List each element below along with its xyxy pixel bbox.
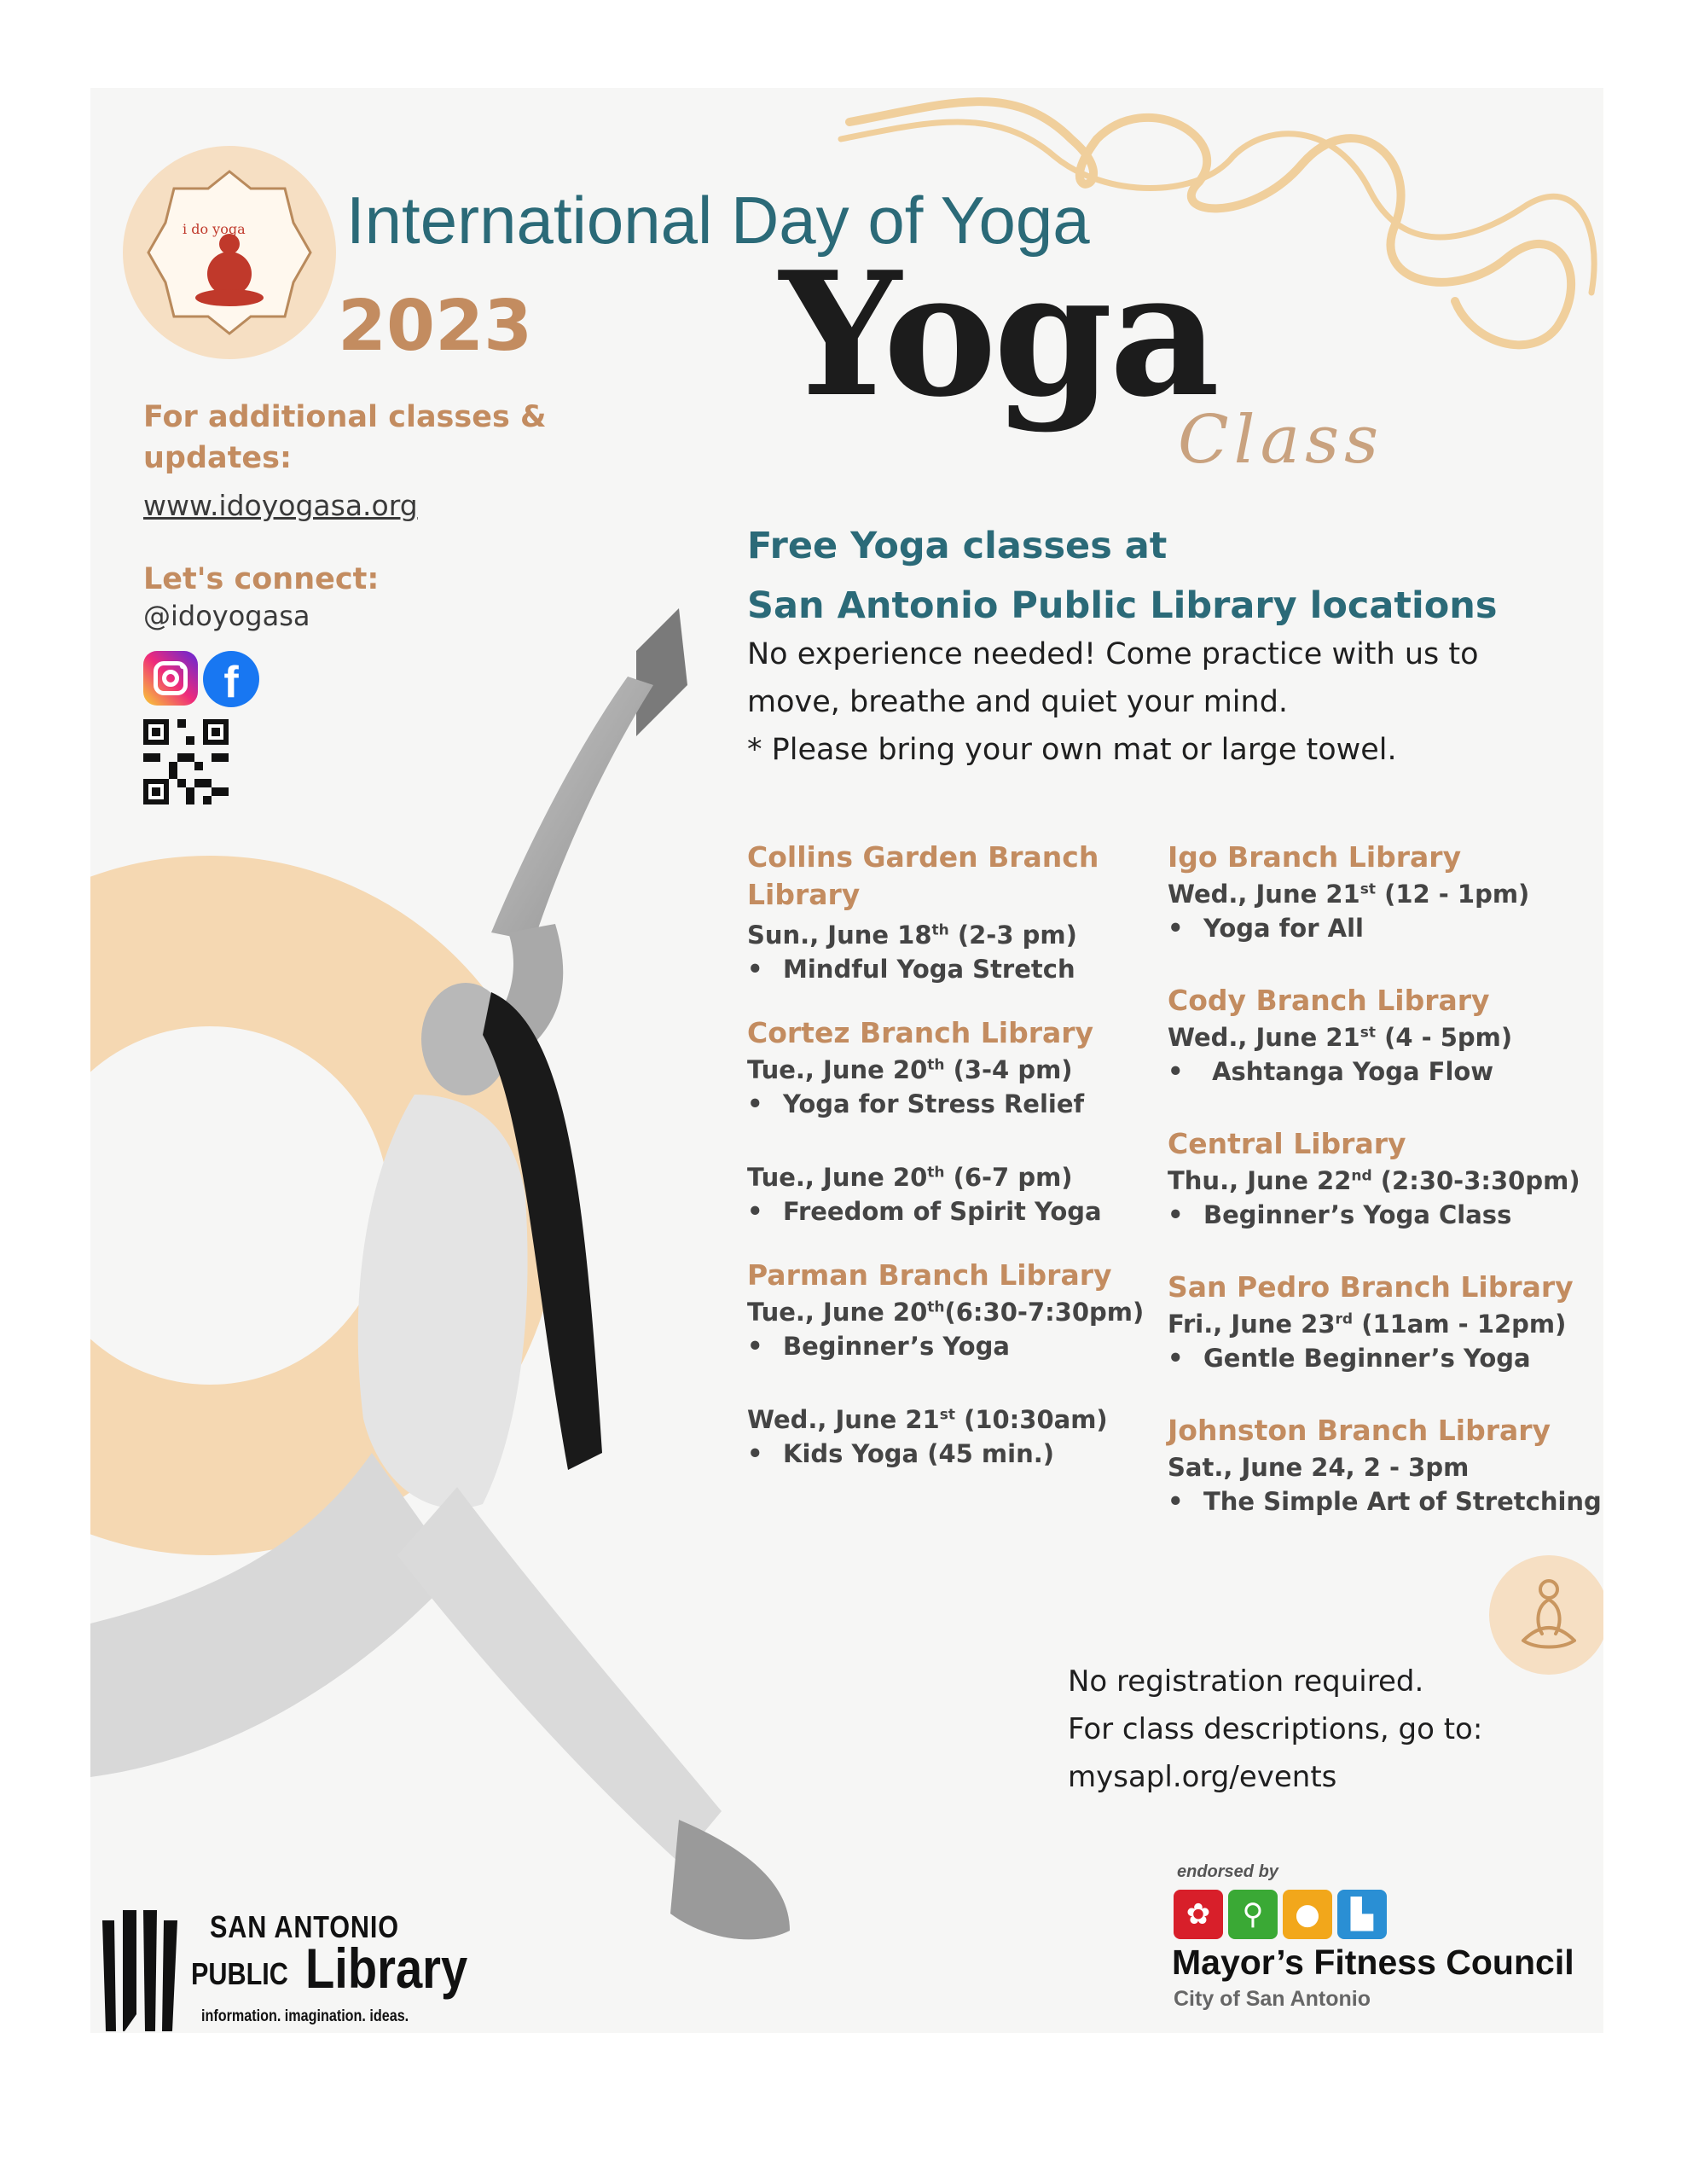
class-datetime: Fri., June 23rd (11am - 12pm)	[1168, 1310, 1567, 1339]
additional-classes-heading: For additional classes & updates:	[143, 400, 547, 475]
sapl-name-line1: SAN ANTONIO	[210, 1909, 399, 1944]
class-title: • The Simple Art of Stretching	[1168, 1487, 1602, 1516]
intro-text-line3: * Please bring your own mat or large towel.	[747, 733, 1397, 767]
class-datetime: Wed., June 21st (10:30am)	[747, 1405, 1108, 1434]
class-title: • Mindful Yoga Stretch	[747, 955, 1075, 984]
class-datetime: Wed., June 21st (4 - 5pm)	[1168, 1023, 1513, 1052]
facebook-icon[interactable]: f	[203, 651, 259, 707]
sapl-name-library: Library	[305, 1937, 468, 2000]
class-title: • Yoga for Stress Relief	[747, 1089, 1084, 1118]
sapl-tagline: information. imagination. ideas.	[201, 2007, 409, 2025]
branch-name: Cody Branch Library	[1168, 984, 1490, 1017]
poster	[90, 88, 1603, 2033]
branch-name-cont: Library	[747, 878, 861, 911]
class-title: • Beginner’s Yoga Class	[1168, 1200, 1511, 1229]
yoga-headline: Yoga	[780, 235, 1217, 435]
intro-heading-line1: Free Yoga classes at	[747, 525, 1168, 567]
events-link[interactable]: mysapl.org/events	[1068, 1760, 1337, 1794]
branch-name: San Pedro Branch Library	[1168, 1270, 1574, 1304]
sapl-logo-mark	[97, 1903, 183, 2033]
intro-text-line1: No experience needed! Come practice with us to	[747, 637, 1479, 671]
meditation-icon	[1489, 1555, 1603, 1675]
branch-name: Collins Garden Branch	[747, 840, 1099, 874]
instagram-icon[interactable]	[143, 651, 198, 706]
social-handle: @idoyogasa	[143, 600, 310, 632]
class-datetime: Wed., June 21st (12 - 1pm)	[1168, 880, 1530, 909]
class-datetime: Sun., June 18th (2-3 pm)	[747, 921, 1077, 950]
event-year: 2023	[338, 286, 533, 367]
connect-heading: Let's connect:	[143, 562, 380, 596]
endorsed-by-label: endorsed by	[1177, 1862, 1278, 1881]
mfc-name: Mayor’s Fitness Council	[1172, 1943, 1574, 1982]
apple-icon: ●	[1283, 1890, 1332, 1939]
branch-name: Igo Branch Library	[1168, 840, 1462, 874]
class-datetime: Sat., June 24, 2 - 3pm	[1168, 1453, 1470, 1482]
class-title: • Kids Yoga (45 min.)	[747, 1439, 1054, 1468]
class-datetime: Tue., June 20th(6:30-7:30pm)	[747, 1298, 1145, 1327]
descriptions-note: For class descriptions, go to:	[1068, 1712, 1483, 1746]
city-skyline-icon: ▙	[1337, 1890, 1387, 1939]
branch-name: Parman Branch Library	[747, 1258, 1112, 1292]
intro-heading-line2: San Antonio Public Library locations	[747, 584, 1498, 627]
class-datetime: Tue., June 20th (6-7 pm)	[747, 1163, 1073, 1192]
branch-name: Cortez Branch Library	[747, 1016, 1094, 1049]
badge-text: i do yoga	[183, 221, 246, 237]
qr-code	[143, 719, 229, 804]
registration-note: No registration required.	[1068, 1664, 1424, 1699]
class-title: • Beginner’s Yoga	[747, 1332, 1010, 1361]
class-title: • Yoga for All	[1168, 914, 1364, 943]
class-title: • Gentle Beginner’s Yoga	[1168, 1344, 1531, 1373]
intro-text-line2: move, breathe and quiet your mind.	[747, 685, 1289, 719]
bicycle-icon: ⚲	[1228, 1890, 1278, 1939]
sapl-name-public: PUBLIC	[191, 1956, 288, 1991]
class-datetime: Thu., June 22nd (2:30-3:30pm)	[1168, 1166, 1580, 1195]
event-title: International Day of Yoga	[346, 183, 1090, 258]
heart-icon: ✿	[1174, 1890, 1223, 1939]
i-do-yoga-logo	[123, 146, 336, 359]
class-script-word: Class	[1178, 402, 1384, 479]
website-link[interactable]: www.idoyogasa.org	[143, 489, 418, 522]
class-title: • Ashtanga Yoga Flow	[1168, 1057, 1493, 1086]
branch-name: Johnston Branch Library	[1168, 1414, 1551, 1447]
class-datetime: Tue., June 20th (3-4 pm)	[747, 1055, 1073, 1084]
branch-name: Central Library	[1168, 1127, 1406, 1160]
mfc-city: City of San Antonio	[1174, 1987, 1371, 2011]
class-title: • Freedom of Spirit Yoga	[747, 1197, 1102, 1226]
